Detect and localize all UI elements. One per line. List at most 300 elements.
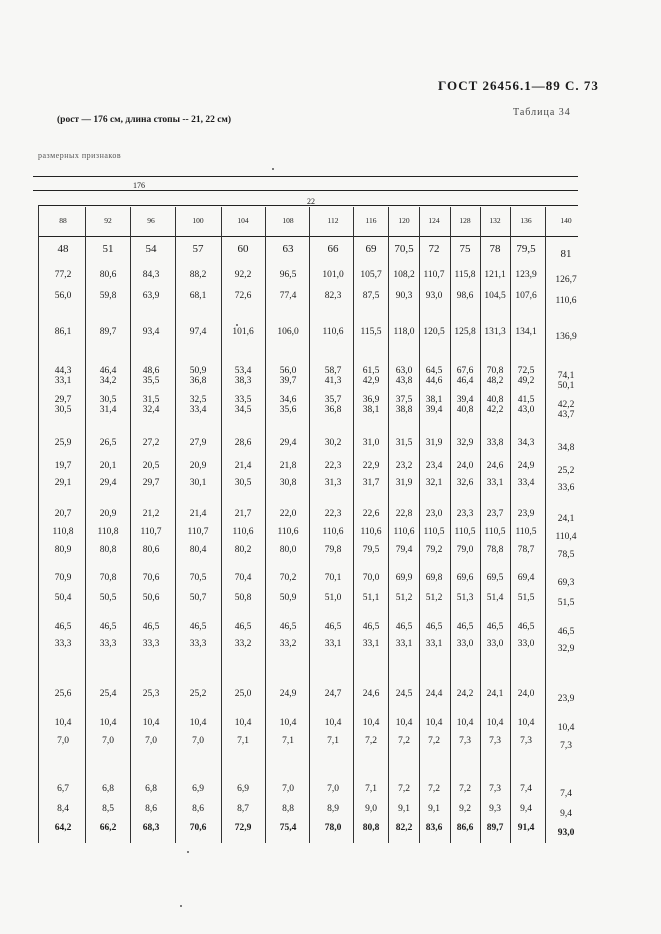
table-cell: 7,1: [327, 736, 339, 746]
table-cell: 25,9: [54, 438, 72, 448]
table-cell: 24,1: [557, 514, 575, 524]
table-cell: 46,5: [557, 627, 575, 637]
table-cell: 69,3: [557, 578, 575, 588]
scan-speck: [272, 168, 274, 170]
table-cell: 40,8: [486, 395, 504, 405]
table-cell: 43,0: [517, 405, 535, 415]
table-cell: 25,0: [234, 689, 252, 699]
column-divider: [450, 207, 451, 843]
table-cell: 7,0: [327, 784, 339, 794]
column-divider: [353, 207, 354, 843]
table-cell: 9,3: [489, 804, 501, 814]
table-cell: 69,8: [425, 573, 443, 583]
table-cell: 51,2: [425, 593, 443, 603]
table-cell: 80,6: [99, 270, 117, 280]
table-cell: 115,5: [360, 327, 382, 337]
table-cell: 110,5: [454, 527, 476, 537]
column-divider: [221, 207, 222, 843]
table-cell: 46,5: [189, 622, 207, 632]
table-cell: 9,1: [398, 804, 410, 814]
table-cell: 23,9: [517, 509, 535, 519]
table-cell: 96,5: [279, 270, 297, 280]
table-cell: 69: [365, 243, 377, 255]
table-cell: 101,6: [232, 327, 254, 337]
column-divider: [130, 207, 131, 843]
table-subtitle: (рост — 176 см, длина стопы -- 21, 22 см): [57, 115, 232, 125]
table-cell: 33,0: [517, 639, 535, 649]
table-cell: 32,1: [425, 478, 443, 488]
table-cell: 46,5: [456, 622, 474, 632]
column-header: 96: [147, 216, 155, 225]
table-cell: 70,5: [189, 573, 207, 583]
table-cell: 28,6: [234, 438, 252, 448]
table-cell: 84,3: [142, 270, 160, 280]
table-cell: 9,4: [520, 804, 532, 814]
table-cell: 72,5: [517, 366, 535, 376]
table-cell: 33,1: [395, 639, 413, 649]
table-cell: 126,7: [555, 275, 577, 285]
table-cell: 70,4: [234, 573, 252, 583]
table-cell: 69,6: [456, 573, 474, 583]
table-cell: 134,1: [515, 327, 537, 337]
table-cell: 21,7: [234, 509, 252, 519]
table-cell: 20,1: [99, 461, 117, 471]
table-cell: 22,3: [324, 509, 342, 519]
table-cell: 35,7: [324, 395, 342, 405]
table-cell: 92,2: [234, 270, 252, 280]
table-cell: 34,6: [279, 395, 297, 405]
table-cell: 90,3: [395, 291, 413, 301]
table-cell: 41,5: [517, 395, 535, 405]
table-cell: 7,3: [489, 784, 501, 794]
table-cell: 91,4: [517, 823, 535, 833]
table-cell: 6,8: [145, 784, 157, 794]
table-cell: 40,8: [456, 405, 474, 415]
table-cell: 82,2: [395, 823, 413, 833]
table-cell: 24,9: [279, 689, 297, 699]
top-rule: [33, 176, 578, 177]
table-cell: 56,0: [279, 366, 297, 376]
table-cell: 50,4: [54, 593, 72, 603]
table-cell: 8,6: [145, 804, 157, 814]
table-cell: 10,4: [395, 718, 413, 728]
table-cell: 7,2: [398, 784, 410, 794]
table-cell: 10,4: [517, 718, 535, 728]
table-cell: 7,2: [428, 736, 440, 746]
table-cell: 7,2: [459, 784, 471, 794]
table-cell: 24,1: [486, 689, 504, 699]
table-cell: 10,4: [557, 723, 575, 733]
table-cell: 22,0: [279, 509, 297, 519]
table-cell: 51,0: [324, 593, 342, 603]
table-cell: 53,4: [234, 366, 252, 376]
table-cell: 7,3: [520, 736, 532, 746]
column-header: 92: [104, 216, 112, 225]
table-cell: 46,4: [99, 366, 117, 376]
table-cell: 9,0: [365, 804, 377, 814]
table-cell: 30,1: [189, 478, 207, 488]
table-cell: 31,5: [142, 395, 160, 405]
table-cell: 50,7: [189, 593, 207, 603]
column-header: 140: [560, 216, 572, 225]
table-cell: 110,7: [187, 527, 209, 537]
table-cell: 24,4: [425, 689, 443, 699]
table-cell: 131,3: [484, 327, 506, 337]
table-cell: 51,1: [362, 593, 380, 603]
table-cell: 118,0: [393, 327, 415, 337]
table-cell: 24,0: [517, 689, 535, 699]
table-cell: 29,4: [279, 438, 297, 448]
table-cell: 33,1: [362, 639, 380, 649]
table-cell: 33,1: [324, 639, 342, 649]
table-cell: 23,9: [557, 694, 575, 704]
table-cell: 30,5: [54, 405, 72, 415]
table-cell: 10,4: [456, 718, 474, 728]
table-cell: 19,7: [54, 461, 72, 471]
table-cell: 34,5: [234, 405, 252, 415]
table-cell: 31,3: [324, 478, 342, 488]
table-cell: 82,3: [324, 291, 342, 301]
table-cell: 33,0: [456, 639, 474, 649]
table-cell: 75: [459, 243, 471, 255]
table-cell: 39,4: [456, 395, 474, 405]
table-cell: 108,2: [393, 270, 415, 280]
table-cell: 89,7: [99, 327, 117, 337]
table-cell: 39,7: [279, 376, 297, 386]
table-cell: 115,8: [454, 270, 476, 280]
table-cell: 8,7: [237, 804, 249, 814]
table-cell: 78,7: [517, 545, 535, 555]
table-cell: 69,9: [395, 573, 413, 583]
table-cell: 70,2: [279, 573, 297, 583]
table-cell: 51,3: [456, 593, 474, 603]
table-cell: 49,2: [517, 376, 535, 386]
section-label: размерных признаков: [38, 151, 122, 160]
table-cell: 10,4: [324, 718, 342, 728]
table-cell: 46,5: [362, 622, 380, 632]
table-cell: 110,5: [515, 527, 537, 537]
table-cell: 70,9: [54, 573, 72, 583]
table-cell: 70,0: [362, 573, 380, 583]
table-cell: 20,5: [142, 461, 160, 471]
table-cell: 83,6: [425, 823, 443, 833]
table-cell: 64,5: [425, 366, 443, 376]
table-cell: 69,4: [517, 573, 535, 583]
table-cell: 31,4: [99, 405, 117, 415]
table-cell: 79,2: [425, 545, 443, 555]
table-cell: 33,2: [279, 639, 297, 649]
table-cell: 7,0: [145, 736, 157, 746]
table-cell: 10,4: [234, 718, 252, 728]
table-cell: 10,4: [189, 718, 207, 728]
table-cell: 48,2: [486, 376, 504, 386]
table-cell: 25,2: [557, 466, 575, 476]
table-cell: 10,4: [142, 718, 160, 728]
table-cell: 110,5: [423, 527, 445, 537]
table-cell: 63: [282, 243, 294, 255]
table-cell: 97,4: [189, 327, 207, 337]
table-cell: 107,6: [515, 291, 537, 301]
table-cell: 48,6: [142, 366, 160, 376]
table-cell: 29,7: [142, 478, 160, 488]
scan-speck: [187, 851, 189, 853]
table-cell: 79,5: [516, 243, 536, 255]
table-cell: 51,4: [486, 593, 504, 603]
table-cell: 31,9: [425, 438, 443, 448]
table-cell: 46,5: [279, 622, 297, 632]
table-cell: 42,9: [362, 376, 380, 386]
column-divider: [480, 207, 481, 843]
table-cell: 36,9: [362, 395, 380, 405]
table-cell: 59,8: [99, 291, 117, 301]
table-cell: 110,6: [360, 527, 382, 537]
table-cell: 33,1: [486, 478, 504, 488]
table-cell: 110,6: [555, 296, 577, 306]
page-title: ГОСТ 26456.1—89 С. 73: [438, 78, 599, 93]
table-cell: 125,8: [454, 327, 476, 337]
table-cell: 42,2: [486, 405, 504, 415]
table-cell: 50,1: [557, 381, 575, 391]
table-cell: 78: [489, 243, 501, 255]
table-cell: 8,5: [102, 804, 114, 814]
table-cell: 25,6: [54, 689, 72, 699]
table-cell: 7,1: [282, 736, 294, 746]
table-cell: 33,4: [189, 405, 207, 415]
column-divider: [510, 207, 511, 843]
table-cell: 33,0: [486, 639, 504, 649]
table-cell: 86,1: [54, 327, 72, 337]
table-cell: 9,1: [428, 804, 440, 814]
table-cell: 54: [145, 243, 157, 255]
table-cell: 110,4: [555, 532, 577, 542]
table-cell: 110,5: [484, 527, 506, 537]
table-cell: 7,4: [560, 789, 572, 799]
table-cell: 10,4: [54, 718, 72, 728]
column-header: 124: [428, 216, 440, 225]
table-cell: 72,9: [234, 823, 252, 833]
scan-speck: [180, 905, 182, 907]
table-cell: 21,8: [279, 461, 297, 471]
column-header: 132: [489, 216, 501, 225]
table-cell: 50,8: [234, 593, 252, 603]
table-cell: 24,2: [456, 689, 474, 699]
scan-speck: [236, 324, 238, 326]
table-cell: 32,4: [142, 405, 160, 415]
table-cell: 50,9: [189, 366, 207, 376]
table-cell: 101,0: [322, 270, 344, 280]
table-cell: 77,4: [279, 291, 297, 301]
table-cell: 66,2: [99, 823, 117, 833]
table-cell: 80,8: [99, 545, 117, 555]
table-cell: 34,3: [517, 438, 535, 448]
table-cell: 78,5: [557, 550, 575, 560]
table-cell: 121,1: [484, 270, 506, 280]
table-cell: 33,1: [54, 376, 72, 386]
table-cell: 43,7: [557, 410, 575, 420]
table-cell: 7,0: [57, 736, 69, 746]
table-cell: 48: [57, 243, 69, 255]
table-cell: 38,8: [395, 405, 413, 415]
column-header: 120: [398, 216, 410, 225]
table-cell: 10,4: [425, 718, 443, 728]
table-cell: 78,8: [486, 545, 504, 555]
table-cell: 79,8: [324, 545, 342, 555]
table-cell: 30,5: [234, 478, 252, 488]
table-cell: 61,5: [362, 366, 380, 376]
table-cell: 22,9: [362, 461, 380, 471]
table-cell: 36,8: [189, 376, 207, 386]
table-cell: 50,9: [279, 593, 297, 603]
table-cell: 7,4: [520, 784, 532, 794]
table-cell: 25,2: [189, 689, 207, 699]
table-cell: 27,9: [189, 438, 207, 448]
table-cell: 21,4: [189, 509, 207, 519]
table-cell: 43,8: [395, 376, 413, 386]
height-label: 176: [133, 181, 145, 190]
table-cell: 46,5: [99, 622, 117, 632]
table-cell: 46,5: [54, 622, 72, 632]
table-cell: 46,5: [486, 622, 504, 632]
table-cell: 38,3: [234, 376, 252, 386]
table-cell: 25,3: [142, 689, 160, 699]
table-cell: 9,2: [459, 804, 471, 814]
table-cell: 39,4: [425, 405, 443, 415]
table-cell: 41,3: [324, 376, 342, 386]
table-cell: 87,5: [362, 291, 380, 301]
table-cell: 30,5: [99, 395, 117, 405]
table-cell: 36,8: [324, 405, 342, 415]
table-cell: 88,2: [189, 270, 207, 280]
table-cell: 23,2: [395, 461, 413, 471]
table-cell: 10,4: [279, 718, 297, 728]
table-cell: 80,4: [189, 545, 207, 555]
table-cell: 21,4: [234, 461, 252, 471]
table-cell: 8,9: [327, 804, 339, 814]
table-cell: 70,8: [99, 573, 117, 583]
table-cell: 60: [237, 243, 249, 255]
table-cell: 106,0: [277, 327, 299, 337]
table-cell: 7,3: [489, 736, 501, 746]
table-cell: 80,9: [54, 545, 72, 555]
table-cell: 37,5: [395, 395, 413, 405]
table-cell: 44,6: [425, 376, 443, 386]
table-cell: 46,5: [142, 622, 160, 632]
column-divider: [265, 207, 266, 843]
column-divider: [309, 207, 310, 843]
table-cell: 79,4: [395, 545, 413, 555]
table-cell: 110,6: [322, 327, 344, 337]
column-header: 116: [365, 216, 377, 225]
column-divider: [545, 207, 546, 843]
table-cell: 33,2: [234, 639, 252, 649]
table-cell: 7,2: [365, 736, 377, 746]
table-cell: 21,2: [142, 509, 160, 519]
table-cell: 8,4: [57, 804, 69, 814]
table-cell: 35,5: [142, 376, 160, 386]
table-cell: 70,8: [486, 366, 504, 376]
table-cell: 46,5: [425, 622, 443, 632]
table-cell: 46,5: [517, 622, 535, 632]
table-cell: 70,5: [394, 243, 414, 255]
table-cell: 110,7: [140, 527, 162, 537]
table-cell: 110,7: [423, 270, 445, 280]
table-cell: 33,4: [517, 478, 535, 488]
table-cell: 34,2: [99, 376, 117, 386]
table-cell: 29,4: [99, 478, 117, 488]
table-cell: 136,9: [555, 332, 577, 342]
table-cell: 110,6: [322, 527, 344, 537]
table-cell: 7,0: [102, 736, 114, 746]
table-cell: 78,0: [324, 823, 342, 833]
table-cell: 77,2: [54, 270, 72, 280]
table-cell: 67,6: [456, 366, 474, 376]
table-cell: 75,4: [279, 823, 297, 833]
table-cell: 24,7: [324, 689, 342, 699]
table-cell: 80,8: [362, 823, 380, 833]
table-cell: 35,6: [279, 405, 297, 415]
table-cell: 80,2: [234, 545, 252, 555]
table-cell: 6,9: [237, 784, 249, 794]
table-cell: 86,6: [456, 823, 474, 833]
table-cell: 22,6: [362, 509, 380, 519]
table-cell: 7,1: [365, 784, 377, 794]
table-cell: 10,4: [99, 718, 117, 728]
column-divider: [85, 207, 86, 843]
table-cell: 33,3: [189, 639, 207, 649]
table-cell: 70,1: [324, 573, 342, 583]
table-cell: 33,3: [99, 639, 117, 649]
table-cell: 70,6: [189, 823, 207, 833]
column-header: 88: [59, 216, 67, 225]
table-cell: 26,5: [99, 438, 117, 448]
table-cell: 7,1: [237, 736, 249, 746]
table-cell: 110,6: [277, 527, 299, 537]
table-cell: 80,0: [279, 545, 297, 555]
table-cell: 32,6: [456, 478, 474, 488]
table-cell: 38,1: [425, 395, 443, 405]
table-cell: 110,6: [232, 527, 254, 537]
column-header: 136: [520, 216, 532, 225]
column-header: 128: [459, 216, 471, 225]
table-cell: 98,6: [456, 291, 474, 301]
header-bottom-rule: [38, 236, 578, 237]
table-cell: 44,3: [54, 366, 72, 376]
table-cell: 30,2: [324, 438, 342, 448]
table-cell: 63,9: [142, 291, 160, 301]
table-cell: 7,0: [282, 784, 294, 794]
table-cell: 46,5: [324, 622, 342, 632]
table-cell: 20,9: [99, 509, 117, 519]
column-divider: [38, 205, 39, 843]
table-cell: 29,1: [54, 478, 72, 488]
table-cell: 29,7: [54, 395, 72, 405]
table-cell: 79,0: [456, 545, 474, 555]
table-cell: 50,6: [142, 593, 160, 603]
table-cell: 38,1: [362, 405, 380, 415]
table-cell: 93,0: [557, 828, 575, 838]
table-cell: 57: [192, 243, 204, 255]
table-cell: 32,9: [557, 644, 575, 654]
table-cell: 70,6: [142, 573, 160, 583]
table-cell: 68,1: [189, 291, 207, 301]
table-cell: 33,1: [425, 639, 443, 649]
table-cell: 8,6: [192, 804, 204, 814]
table-cell: 68,3: [142, 823, 160, 833]
table-cell: 6,9: [192, 784, 204, 794]
table-cell: 23,4: [425, 461, 443, 471]
table-cell: 123,9: [515, 270, 537, 280]
column-header: 104: [237, 216, 249, 225]
